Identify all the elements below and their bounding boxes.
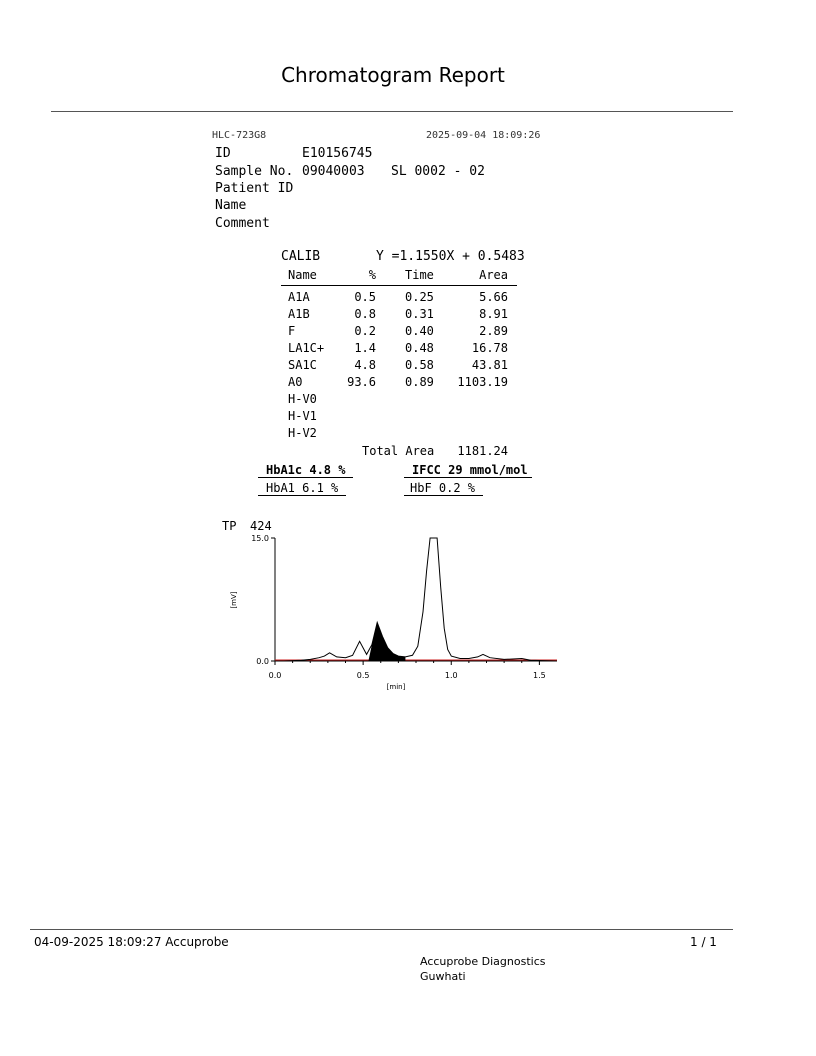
hba1c-result: HbA1c 4.8 % [258, 463, 353, 478]
total-area-value: 1181.24 [457, 444, 508, 458]
header-name: Name [288, 268, 317, 282]
row-name: LA1C+ [288, 341, 325, 355]
hba1-result: HbA1 6.1 % [258, 481, 346, 496]
footer-divider [30, 929, 733, 930]
calib-label: CALIB [281, 249, 321, 264]
row-area: 5.66 [479, 290, 508, 304]
id-value: E10156745 [302, 146, 373, 161]
row-name: H-V2 [288, 426, 317, 440]
header-time: Time [405, 268, 434, 282]
total-area-label: Total Area [362, 444, 435, 458]
header-divider [51, 111, 733, 112]
y-tick-label: 15.0 [251, 534, 269, 543]
name-label: Name [215, 198, 247, 213]
tp-value: 424 [250, 519, 272, 533]
row-percent: 0.8 [354, 307, 376, 321]
row-time: 0.48 [405, 341, 434, 355]
row-name: A0 [288, 375, 303, 389]
row-time: 0.31 [405, 307, 434, 321]
comment-label: Comment [215, 216, 270, 231]
header-area: Area [479, 268, 508, 282]
sa1c-peak-fill [368, 623, 405, 662]
row-percent: 1.4 [354, 341, 376, 355]
calib-equation: Y =1.1550X + 0.5483 [376, 249, 525, 264]
tp-label: TP [222, 519, 237, 533]
x-tick-label: 0.5 [356, 671, 370, 680]
row-name: A1B [288, 307, 310, 321]
row-time: 0.58 [405, 358, 434, 372]
row-name: SA1C [288, 358, 317, 372]
row-time: 0.40 [405, 324, 434, 338]
sample-no-value: 09040003 [302, 164, 365, 179]
row-name: A1A [288, 290, 310, 304]
table-header-rule [281, 285, 517, 286]
x-tick-label: 1.5 [533, 671, 546, 680]
row-area: 8.91 [479, 307, 508, 321]
row-area: 2.89 [479, 324, 508, 338]
sample-position: SL 0002 - 02 [391, 164, 485, 179]
hbf-result: HbF 0.2 % [404, 481, 483, 496]
row-percent: 4.8 [354, 358, 376, 372]
instrument-datetime: 2025-09-04 18:09:26 [426, 130, 541, 141]
id-label: ID [215, 146, 231, 161]
header-percent: % [368, 268, 376, 282]
page-title: Chromatogram Report [281, 63, 505, 87]
row-percent: 0.5 [354, 290, 376, 304]
ifcc-result: IFCC 29 mmol/mol [404, 463, 532, 478]
row-area: 16.78 [471, 341, 508, 355]
footer-lab-city: Guwhati [420, 970, 466, 983]
row-percent: 93.6 [347, 375, 376, 389]
instrument-model: HLC-723G8 [212, 130, 267, 141]
footer-page-number: 1 / 1 [690, 935, 717, 949]
y-tick-label: 0.0 [256, 657, 269, 666]
row-name: H-V0 [288, 392, 317, 406]
row-percent: 0.2 [354, 324, 376, 338]
footer-lab-name: Accuprobe Diagnostics [420, 955, 546, 968]
y-axis-label: [mV] [230, 591, 238, 609]
x-tick-label: 1.0 [444, 671, 458, 680]
row-area: 1103.19 [457, 375, 508, 389]
row-name: H-V1 [288, 409, 317, 423]
row-time: 0.25 [405, 290, 434, 304]
x-axis-label: [min] [386, 683, 406, 691]
footer-datetime-user: 04-09-2025 18:09:27 Accuprobe [34, 935, 229, 949]
row-time: 0.89 [405, 375, 434, 389]
row-name: F [288, 324, 296, 338]
patient-id-label: Patient ID [215, 181, 294, 196]
row-area: 43.81 [471, 358, 508, 372]
chromatogram-line [275, 538, 557, 661]
x-tick-label: 0.0 [268, 671, 282, 680]
sample-no-label: Sample No. [215, 164, 294, 179]
